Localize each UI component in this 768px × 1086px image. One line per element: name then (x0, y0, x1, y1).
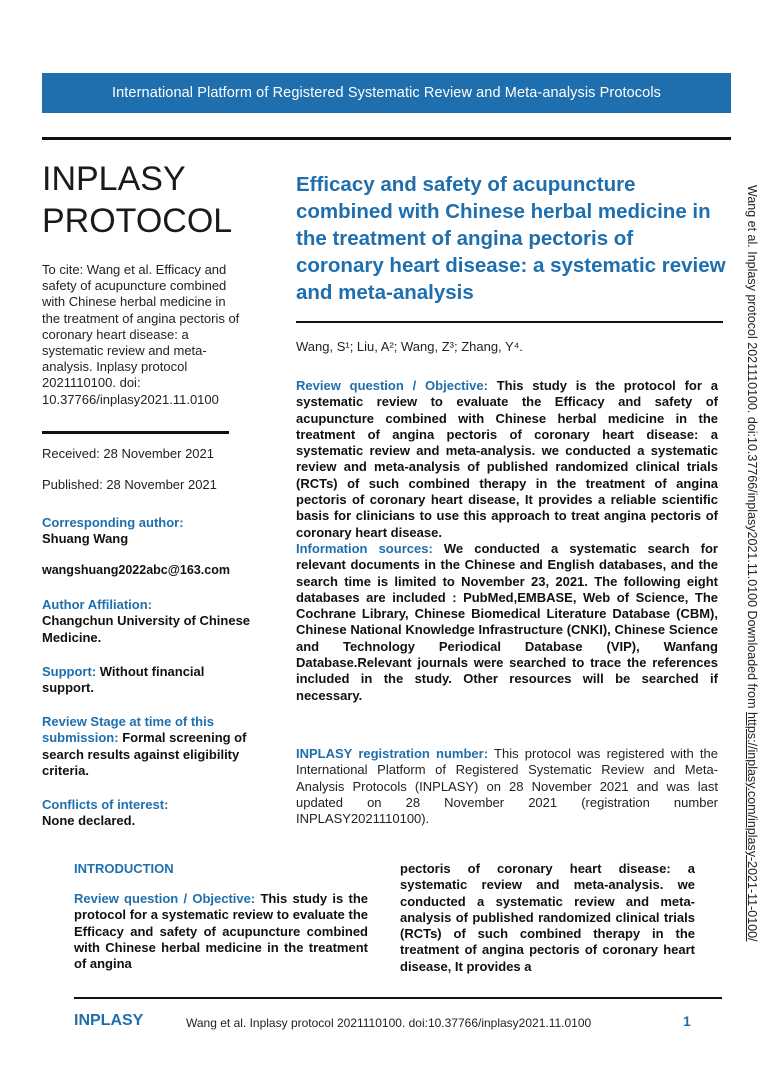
support-info (42, 664, 252, 697)
conflicts-of-interest (42, 797, 252, 830)
download-note-text: Wang et al. Inplasy protocol 2021110100. doi:10.37766/inplasy2021.11.0100 Downloaded from (745, 185, 759, 712)
stage-value: Formal screening of search results against eligibility criteria. (42, 730, 247, 778)
support-value: Without financial support. (42, 664, 205, 696)
support-label: Support: (42, 664, 97, 679)
intro-column-1-text: This study is the protocol for a systematic review to evaluate the Efficacy and safety of acupuncture combined with Chinese herbal medicine in the treatment of angina (74, 891, 368, 972)
introduction-column-2: pectoris of coronary heart disease: a systematic review and meta-analysis. we conducted a systematic review and meta-analysis of published randomized clinical trials (RCTs) of such combined therapy in the treatment of angina pectoris of coronary heart disease, It provides a (400, 861, 695, 974)
corresponding-email[interactable]: wangshuang2022abc@163.com (42, 562, 230, 577)
protocol-brand (42, 158, 232, 242)
introduction-column-1 (74, 891, 368, 972)
registration-label: INPLASY registration number: (296, 746, 489, 761)
review-stage (42, 714, 252, 779)
sources-text: We conducted a systematic search for relevant documents in the Chinese and English databases, and the search time is limited to November 23, 2021. The following eight databases are included : PubMed,EMBASE, Web of Science, The Cochrane Library, Chinese Biomedical Literature Database (CBM), Chinese National Knowledge Infrastructure (CNKI), Chinese Science and Technology Periodical Database (VIP), Wanfang Database.Relevant journals were searched to trace the references included in the study. Other resources will be searched if necessary. (296, 540, 718, 703)
corresponding-author (42, 515, 252, 578)
sidebar-divider (42, 431, 229, 434)
corresponding-label: Corresponding author: (42, 515, 184, 530)
abstract (296, 378, 718, 704)
author-affiliation (42, 597, 252, 646)
author-list: Wang, S¹; Liu, A²; Wang, Z³; Zhang, Y⁴. (296, 339, 523, 354)
download-link[interactable]: https://inplasy.com/inplasy-2021-11-0100/ (745, 712, 759, 942)
published-date: Published: 28 November 2021 (42, 477, 217, 492)
conflicts-label: Conflicts of interest: (42, 797, 169, 812)
objective-label: Review question / Objective: (296, 378, 488, 393)
introduction-heading: INTRODUCTION (74, 861, 174, 876)
page-number: 1 (683, 1013, 691, 1029)
brand-line-2: PROTOCOL (42, 202, 233, 240)
citation-block: To cite: Wang et al. Efficacy and safety of acupuncture combined with Chinese herbal medicine in the treatment of angina pectoris of coronary heart disease: a systematic review and meta-analysis. Inplasy protocol 2021110100. doi: 10.37766/inplasy2021.11.0100 (42, 262, 240, 407)
registration-text: This protocol was registered with the International Platform of Registered Systematic Review and Meta-Analysis Protocols (INPLASY) on 28 November 2021 and was last updated on 28 November 2021 (registration number INPLASY2021110100). (296, 746, 719, 827)
journal-banner: International Platform of Registered Systematic Review and Meta-analysis Protocols (42, 73, 731, 113)
sources-label: Information sources: (296, 540, 433, 556)
registration-info (296, 746, 718, 827)
conflicts-value: None declared. (42, 813, 136, 829)
title-divider (296, 321, 723, 323)
header-divider (42, 137, 731, 140)
footer-divider (74, 997, 722, 999)
affiliation-value: Changchun University of Chinese Medicine. (42, 613, 251, 645)
objective-text: This study is the protocol for a systematic review to evaluate the Efficacy and safety of acupuncture combined with Chinese herbal medicine in the treatment of angina pectoris of coronary heart disease: a systematic review and meta-analysis. we conducted a systematic review and meta-analysis of published randomized clinical trials (RCTs) of such combined therapy in the treatment of angina pectoris of coronary heart disease, It provides a reliable scientific basis for clinicians to use this approach to treat angina pectoris of coronary heart disease. (296, 378, 718, 540)
stage-label: Review Stage at time of this submission: (42, 714, 214, 746)
affiliation-label: Author Affiliation: (42, 597, 152, 612)
vertical-download-note (741, 185, 763, 1025)
brand-line-1: INPLASY (42, 160, 186, 198)
footer-brand: INPLASY (74, 1012, 144, 1029)
footer-citation: Wang et al. Inplasy protocol 2021110100. doi:10.37766/inplasy2021.11.0100 (186, 1016, 592, 1030)
intro-objective-label: Review question / Objective: (74, 891, 256, 906)
received-date: Received: 28 November 2021 (42, 446, 214, 461)
article-title: Efficacy and safety of acupuncture combined with Chinese herbal medicine in the treatment of angina pectoris of coronary heart disease: a systematic review and meta-analysis (296, 173, 726, 304)
corresponding-name: Shuang Wang (42, 531, 129, 547)
